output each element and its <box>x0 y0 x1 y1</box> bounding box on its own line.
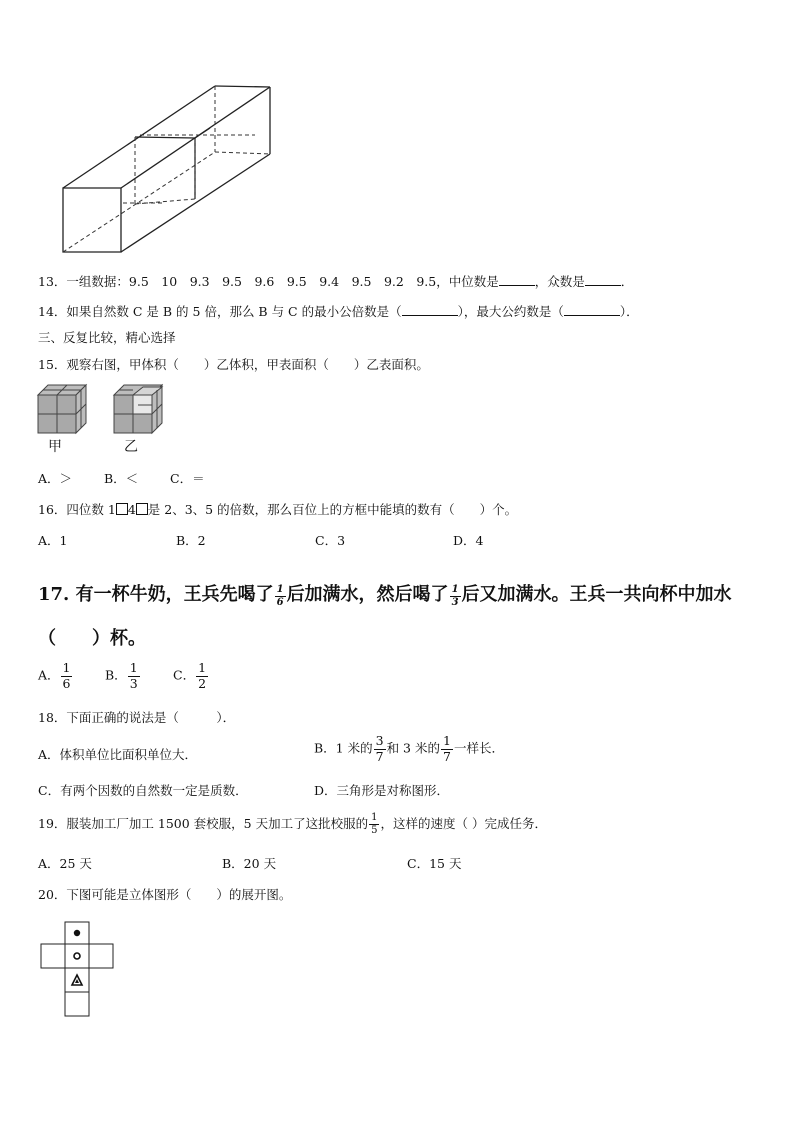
fraction: $\frac{1}{3}$ <box>451 584 459 608</box>
q18-option-b[interactable]: B．1 米的 $\frac{3}{7}$ 和 3 米的 $\frac{1}{7}$ 一样长． <box>314 733 504 764</box>
blank[interactable] <box>585 273 621 286</box>
question-17: 17. 有一杯牛奶，王兵先喝了 $\frac{1}{6}$ 后加满水，然后喝了 $\frac{1}{3}$ 后又加满水。王兵一共向杯中加水 <box>38 584 732 608</box>
q18-option-a[interactable]: A．体积单位比面积单位大． <box>38 747 198 762</box>
q18-option-d[interactable]: D．三角形是对称图形． <box>314 783 450 798</box>
q15-option-a[interactable]: A．＞ <box>38 471 73 486</box>
blank[interactable] <box>564 303 620 316</box>
question-16: 16．四位数 1 4 是 2、3、5 的倍数，那么百位上的方框中能填的数有（ ）个。 <box>38 502 518 517</box>
blank[interactable] <box>499 273 535 286</box>
q19-option-c[interactable]: C．15 天 <box>407 856 462 871</box>
q17-option-c[interactable]: C． $\frac{1}{2}$ <box>173 660 207 691</box>
question-17-line2: （ ）杯。 <box>38 628 146 649</box>
blank[interactable] <box>402 303 458 316</box>
prism-figure <box>55 82 275 257</box>
q15-option-c[interactable]: C．＝ <box>170 471 205 486</box>
fraction: $\frac{1}{5}$ <box>371 812 378 836</box>
question-14: 14．如果自然数 C 是 B 的 5 倍，那么 B 与 C 的最小公倍数是（ ），最大公约数是（ ）． <box>38 304 639 319</box>
question-15: 15．观察右图，甲体积（ ）乙体积，甲表面积（ ）乙表面积。 <box>38 357 429 372</box>
fraction: $\frac{1}{6}$ <box>276 584 284 608</box>
q19-option-b[interactable]: B．20 天 <box>222 856 277 871</box>
q16-option-c[interactable]: C．3 <box>315 533 346 548</box>
q16-option-b[interactable]: B．2 <box>176 533 206 548</box>
question-18: 18．下面正确的说法是（ ）． <box>38 710 236 725</box>
q16-option-a[interactable]: A．1 <box>38 533 68 548</box>
digit-box[interactable] <box>116 503 128 515</box>
q16-option-d[interactable]: D．4 <box>453 533 484 548</box>
cube-jia-figure <box>36 383 88 435</box>
q17-option-b[interactable]: B． $\frac{1}{3}$ <box>105 660 138 691</box>
cube-yi-figure <box>112 383 164 435</box>
digit-box[interactable] <box>136 503 148 515</box>
q15-option-b[interactable]: B．＜ <box>104 471 139 486</box>
label-jia: 甲 <box>48 439 62 455</box>
question-19: 19．服装加工厂加工 1500 套校服，5 天加工了这批校服的 $\frac{1}{5}$ ，这样的速度（ ）完成任务． <box>38 812 547 836</box>
q19-option-a[interactable]: A．25 天 <box>38 856 92 871</box>
question-13: 13．一组数据：9.5 10 9.3 9.5 9.6 9.5 9.4 9.5 9.2 9.5，中位数是 ，众数是 ． <box>38 274 634 289</box>
label-yi: 乙 <box>124 439 138 455</box>
q18-option-c[interactable]: C．有两个因数的自然数一定是质数． <box>38 783 248 798</box>
q17-option-a[interactable]: A． $\frac{1}{6}$ <box>38 660 71 691</box>
cube-net-figure <box>38 920 118 1020</box>
section-heading: 三、反复比较，精心选择 <box>38 330 176 345</box>
question-20: 20．下图可能是立体图形（ ）的展开图。 <box>38 887 292 902</box>
